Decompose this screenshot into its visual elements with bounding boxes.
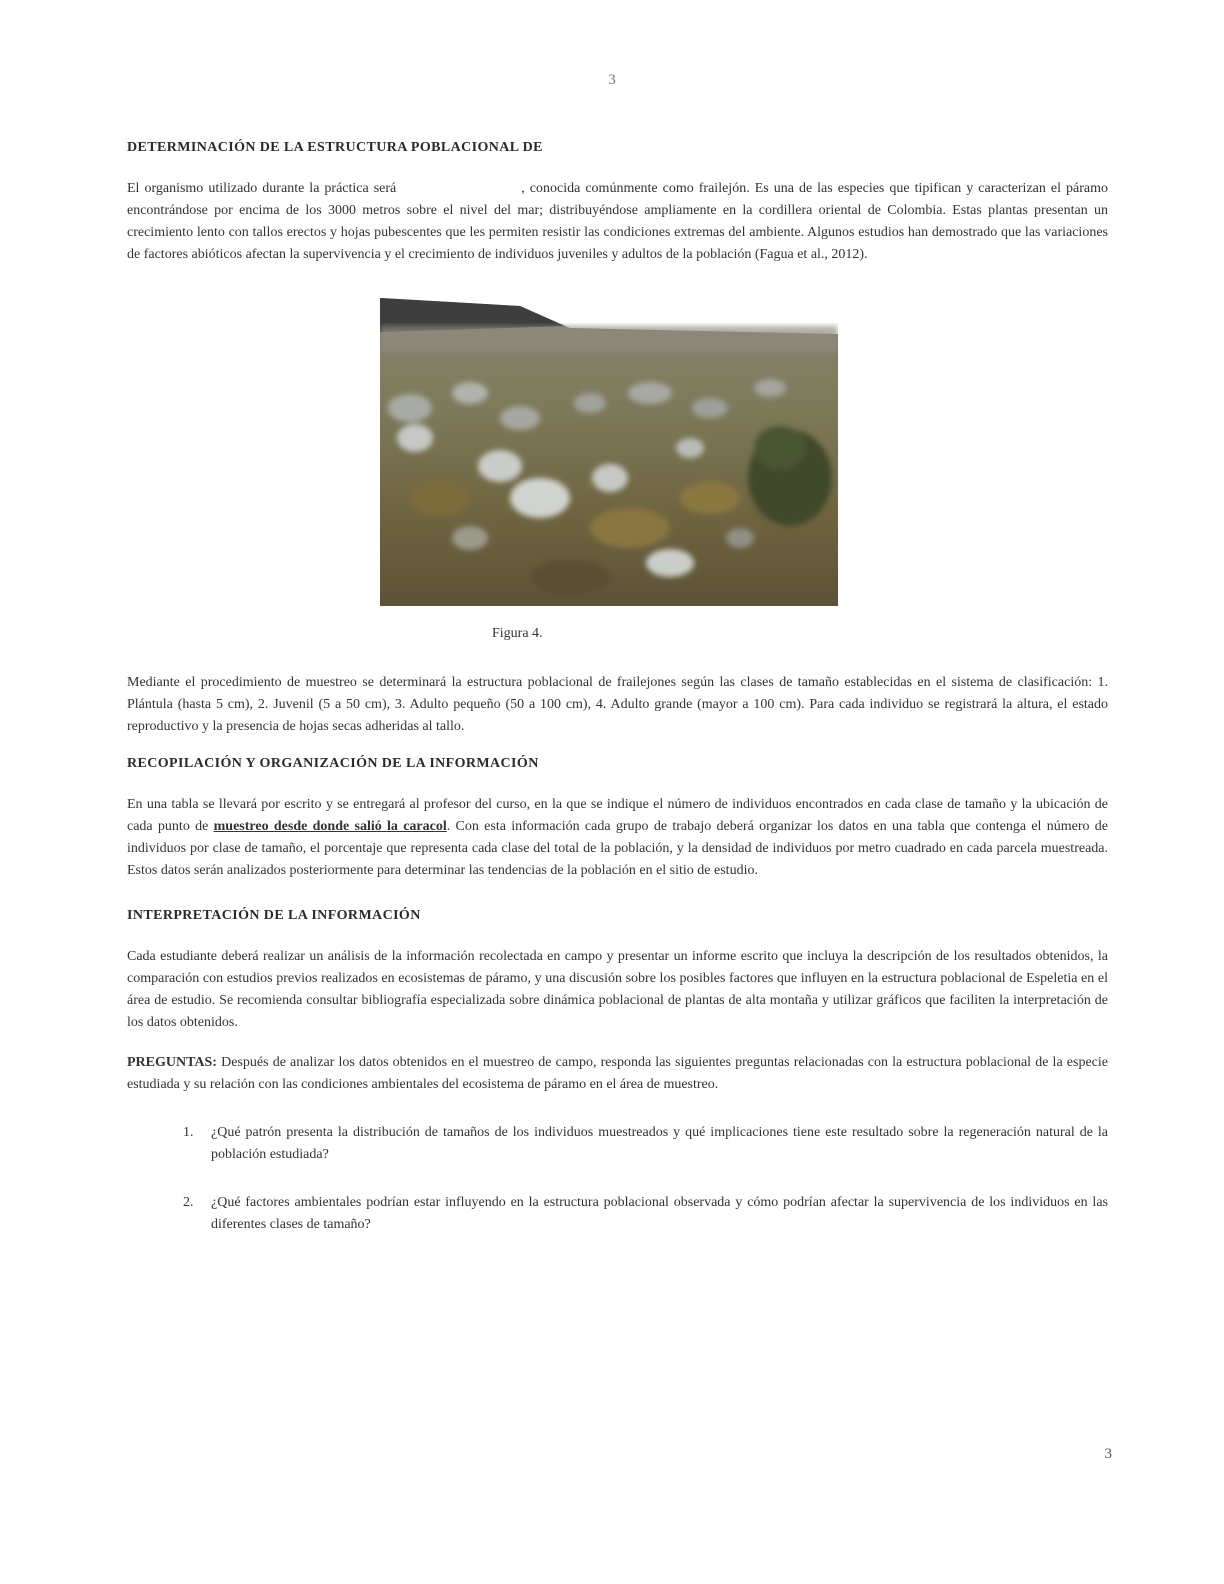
- muestreo-link[interactable]: muestreo desde donde salió la caracol: [213, 819, 447, 834]
- paragraph-recopilacion-text-b: . Con esta información cada grupo de trabajo deberá organizar los datos en una tabla que contenga el número de individuos por clase de tamaño, el porcentaje que representa cada clase del total de la población, y la densidad de individuos por metro cuadrado en cada parcela muestreada. Estos datos serán analizados posteriormente para determinar las tendencias de la población en el sitio de estudio.: [127, 819, 1109, 878]
- paragraph-recopilacion-text-a: En una tabla se llevará por escrito y se entregará al profesor del curso, en la que se indique el número de individuos encontrados en cada clase de tamaño y la ubicación de cada punto de: [127, 797, 1108, 834]
- paragraph-preguntas: [127, 1052, 1108, 1096]
- question-item: 2. ¿Qué factores ambientales podrían estar influyendo en la estructura poblacional observada y cómo podrían afectar la supervivencia de los individuos en las diferentes clases de tamaño?: [197, 1192, 1108, 1236]
- figure-paramo: [127, 284, 1108, 604]
- figure-caption: Figura 4.: [492, 626, 543, 641]
- paragraph-estructura: [127, 178, 1108, 266]
- paragraph-muestreo: Mediante el procedimiento de muestreo se determinará la estructura poblacional de frailejones según las clases de tamaño establecidas en el sistema de clasificación: 1. Plántula (hasta 5 cm), 2. Juvenil (5 a 50 cm), 3. Adulto pequeño (50 a 100 cm), 4. Adulto grande (mayor a 100 cm). Para cada individuo se registrará la altura, el estado reproductivo y la presencia de hojas secas adheridas al tallo.: [127, 675, 1108, 734]
- preguntas-label: PREGUNTAS:: [127, 1055, 217, 1070]
- section-heading-estructura: DETERMINACIÓN DE LA ESTRUCTURA POBLACIONAL DE: [127, 140, 543, 155]
- questions-list: [127, 1122, 1108, 1236]
- section-heading-recopilacion: RECOPILACIÓN Y ORGANIZACIÓN DE LA INFORMACIÓN: [127, 756, 539, 771]
- page-number-bottom: 3: [1104, 1446, 1112, 1462]
- paramo-photo: [380, 298, 838, 606]
- section-heading-interpretacion: INTERPRETACIÓN DE LA INFORMACIÓN: [127, 908, 421, 923]
- paragraph-interpretacion: Cada estudiante deberá realizar un análisis de la información recolectada en campo y presentar un informe escrito que incluya la descripción de los resultados obtenidos, la comparación con estudios previos realizados en ecosistemas de páramo, y una discusión sobre los posibles factores que influyen en la estructura poblacional de Espeletia en el área de estudio. Se recomienda consultar bibliografía especializada sobre dinámica poblacional de plantas de alta montaña y utilizar gráficos que faciliten la interpretación de los datos obtenidos.: [127, 949, 1108, 1030]
- paragraph-estructura-text-a: El organismo utilizado durante la práctica será: [127, 181, 397, 196]
- question-item: 1. ¿Qué patrón presenta la distribución de tamaños de los individuos muestreados y qué implicaciones tiene este resultado sobre la regeneración natural de la población estudiada?: [197, 1122, 1108, 1166]
- paragraph-estructura-text-b: , conocida comúnmente como frailejón. Es una de las especies que tipifican y caracterizan el páramo encontrándose por encima de los 3000 metros sobre el nivel del mar; distribuyéndose ampliamente en la cordillera oriental de Colombia. Estas plantas presentan un crecimiento lento con tallos erectos y hojas pubescentes que les permiten resistir las condiciones extremas del ambiente. Algunos estudios han demostrado que las variaciones de factores abióticos afectan la supervivencia y el crecimiento de individuos juveniles y adultos de la población (Fagua et al., 2012).: [127, 181, 1108, 262]
- page-content: [127, 140, 1108, 1262]
- page-number-top: 3: [608, 72, 616, 88]
- paragraph-recopilacion: [127, 794, 1108, 882]
- paragraph-preguntas-text: Después de analizar los datos obtenidos en el muestreo de campo, responda las siguientes preguntas relacionadas con la estructura poblacional de la especie estudiada y su relación con las condiciones ambientales del ecosistema de páramo en el área de muestreo.: [127, 1055, 1108, 1092]
